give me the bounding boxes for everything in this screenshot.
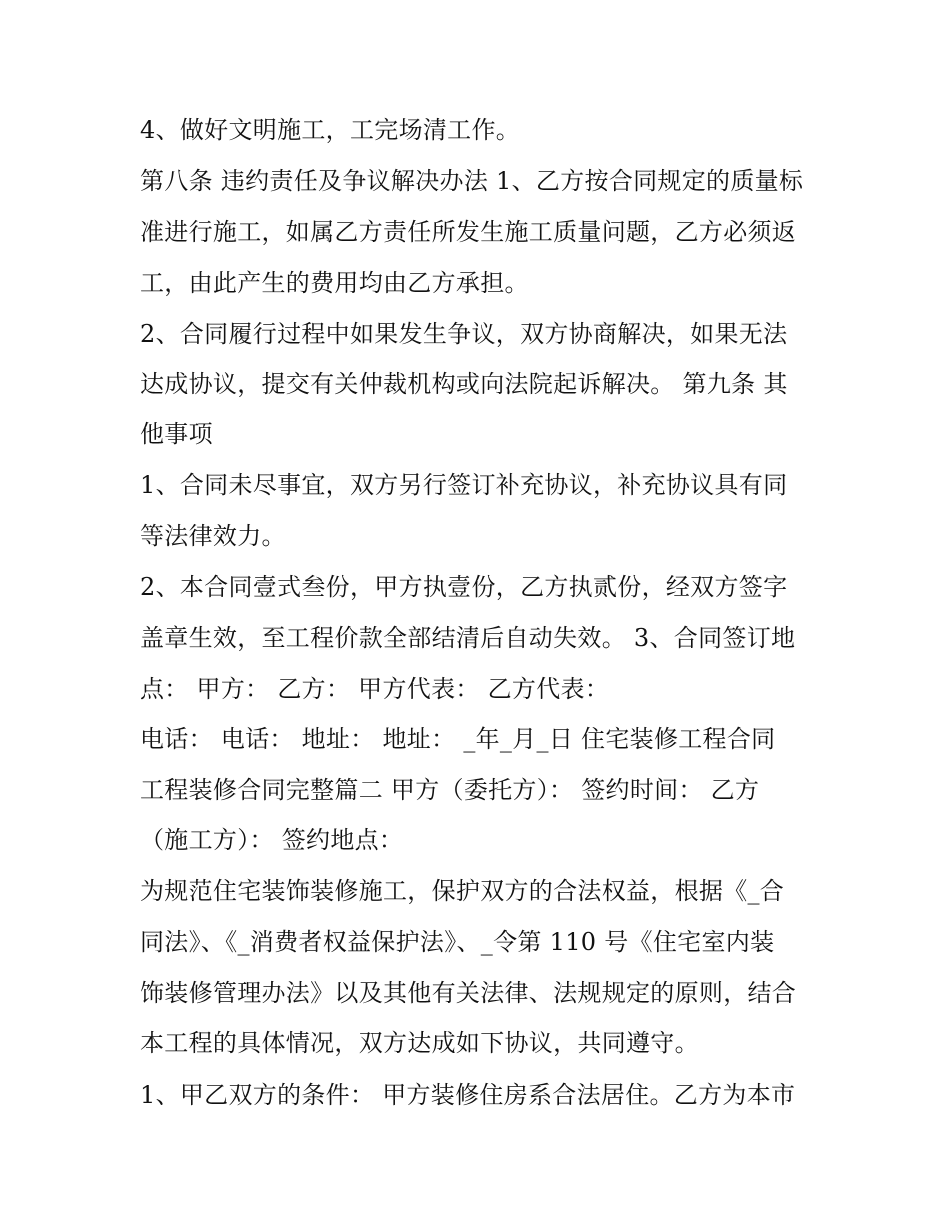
text-line: 饰装修管理办法》以及其他有关法律、法规规定的原则，结合 [140, 979, 797, 1007]
text-line: 盖章生效，至工程价款全部结清后自动失效。 3、合同签订地 [140, 624, 796, 652]
text-line: 工，由此产生的费用均由乙方承担。 [140, 269, 529, 297]
text-line: 本工程的具体情况，双方达成如下协议，共同遵守。 [140, 1029, 699, 1057]
text-line: （施工方）： 签约地点： [140, 826, 404, 854]
text-line: 达成协议，提交有关仲裁机构或向法院起诉解决。 第九条 其 [140, 370, 788, 398]
text-line: 等法律效力。 [140, 522, 286, 550]
text-line: 同法》、《_消费者权益保护法》、_令第 110 号《住宅室内装 [140, 928, 775, 956]
text-line: 1、甲乙双方的条件： 甲方装修住房系合法居住。乙方为本市 [140, 1081, 796, 1109]
text-line: 4、做好文明施工，工完场清工作。 [140, 116, 521, 144]
text-line: 1、合同未尽事宜，双方另行签订补充协议，补充协议具有同 [140, 471, 788, 499]
text-line: 点： 甲方： 乙方： 甲方代表： 乙方代表： [140, 675, 610, 703]
text-line: 2、本合同壹式叁份，甲方执壹份，乙方执贰份，经双方签字 [140, 573, 788, 601]
text-line: 他事项 [140, 420, 213, 448]
text-line: 为规范住宅装饰装修施工，保护双方的合法权益，根据《_合 [140, 877, 785, 905]
text-line: 工程装修合同完整篇二 甲方（委托方）： 签约时间： 乙方 [140, 776, 760, 804]
text-line: 第八条 违约责任及争议解决办法 1、乙方按合同规定的质量标 [140, 167, 804, 195]
text-line: 2、合同履行过程中如果发生争议，双方协商解决，如果无法 [140, 320, 788, 348]
text-line: 准进行施工，如属乙方责任所发生施工质量问题，乙方必须返 [140, 218, 797, 246]
text-line: 电话： 电话： 地址： 地址： _年_月_日 住宅装修工程合同 [140, 725, 776, 753]
